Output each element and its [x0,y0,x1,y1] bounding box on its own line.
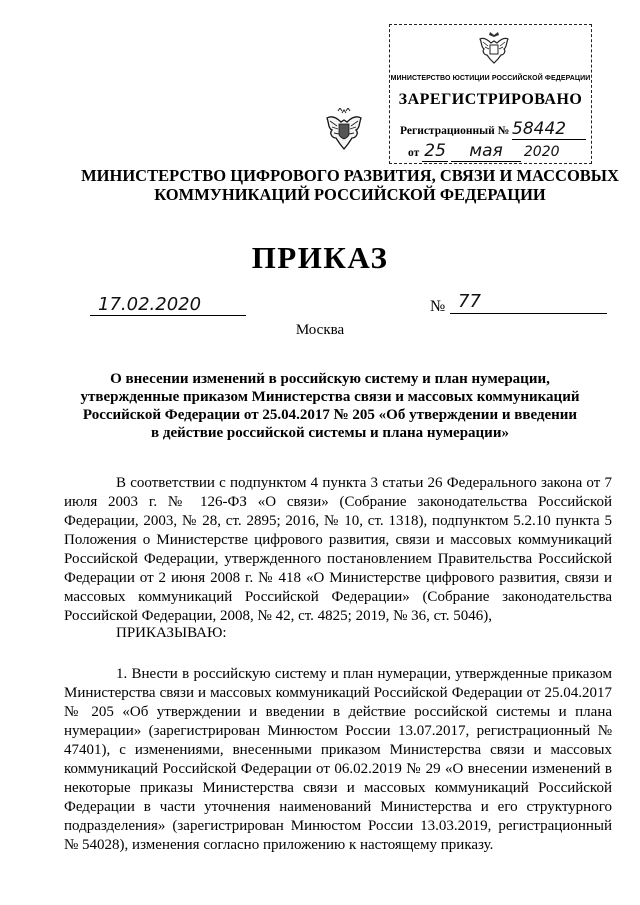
subject-line2: утвержденные приказом Министерства связи и массовых коммуникаций [80,389,580,405]
number-sign: № [430,298,446,315]
item-1-paragraph: 1. Внести в российскую систему и план нумерации, утвержденные приказом Министерства связи и массовых коммуникаций Российской Федерации от 25.04.2017 № 205 «Об утверждении и введении в действие российской системы и плана нумерации» (зарегистрирован Минюстом России 13.07.2017, регистрационный № 47401), с изменениями, внесенными приказом Министерства связи и массовых коммуникаций Российской Федерации от 06.02.2019 № 29 «О внесении изменений в некоторые приказы Министерства связи и массовых коммуникаций Российской Федерации в части уточнения наименований Министерства и его структурного подразделения» (зарегистрирован Минюстом России 13.03.2019, регистрационный № 54028), изменения согласно приложению к настоящему приказу. [64,666,612,853]
ministry-name [60,166,640,204]
subject-line4: в действие российской системы и плана нумерации» [151,425,509,441]
preamble-paragraph: В соответствии с подпунктом 4 пункта 3 статьи 26 Федерального закона от 7 июля 2003 г. № 126-ФЗ «О связи» (Собрание законодательства Российской Федерации, 2003, № 28, ст. 2895; 2016, № 10, ст. 1318), подпунктом 5.2.10 пункта 5 Положения о Министерстве цифрового развития, связи и массовых коммуникаций Российской Федерации, утвержденного постановлением Правительства Российской Федерации от 2 июня 2008 г. № 418 «О Министерстве цифрового развития, связи и массовых коммуникаций Российской Федерации» (Собрание законодательства Российской Федерации, 2008, № 42, ст. 4825; 2019, № 36, ст. 5046), [64,475,612,624]
order-subject [70,370,590,442]
stamp-date-day: 25 [422,141,448,162]
subject-line1: О внесении изменений в российскую систему и план нумерации, [110,371,550,387]
order-number: 77 [458,291,481,312]
document-type: ПРИКАЗ [251,240,389,275]
stamp-date-prefix: от [408,147,420,159]
coat-of-arms-icon [324,108,364,152]
order-word: ПРИКАЗЫВАЮ: [116,625,227,641]
stamp-registration-row [400,119,586,140]
subject-line3: Российской Федерации от 25.04.2017 № 205 «Об утверждении и введении [82,407,578,423]
registration-stamp [389,24,592,164]
stamp-reg-label: Регистрационный № [400,125,510,137]
ministry-name-line2: КОММУНИКАЦИЙ РОССИЙСКОЙ ФЕДЕРАЦИИ [154,185,546,204]
city: Москва [295,322,345,338]
stamp-reg-number: 58442 [512,119,586,140]
stamp-status: ЗАРЕГИСТРИРОВАНО [398,91,583,108]
stamp-date-month: мая [451,141,521,162]
number-underline [450,313,607,314]
coat-of-arms-icon [476,31,512,65]
stamp-date-year: 2020 [523,144,560,160]
order-date: 17.02.2020 [98,294,202,315]
stamp-date-row [408,141,560,162]
stamp-ministry-name: МИНИСТЕРСТВО ЮСТИЦИИ РОССИЙСКОЙ ФЕДЕРАЦИИ [390,75,591,82]
ministry-name-line1: МИНИСТЕРСТВО ЦИФРОВОГО РАЗВИТИЯ, СВЯЗИ И МАССОВЫХ [81,166,619,185]
